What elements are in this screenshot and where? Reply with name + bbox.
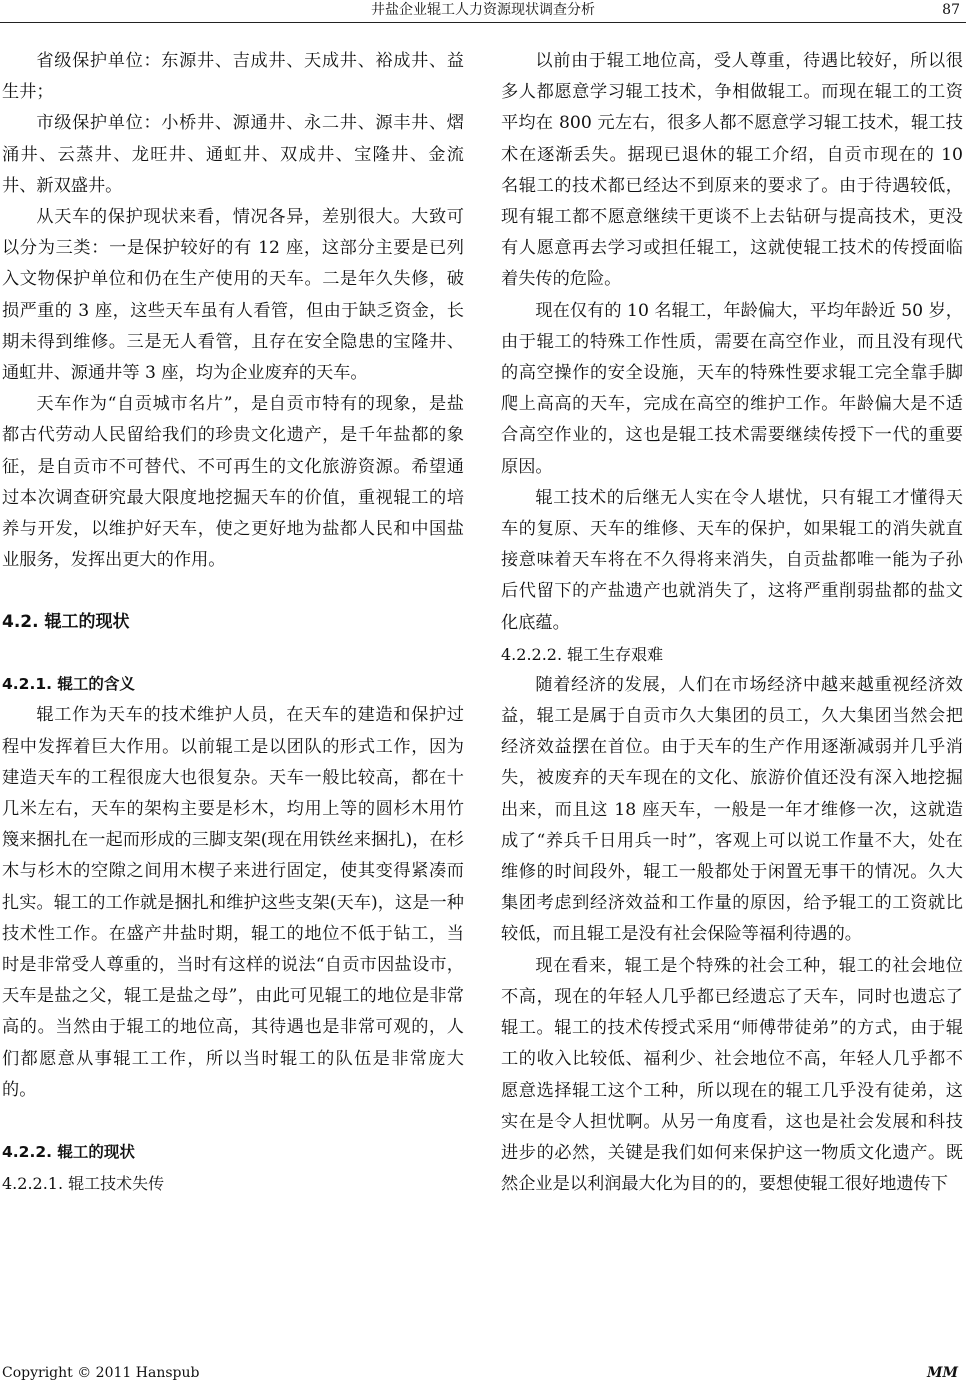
paragraph: 随着经济的发展，人们在市场经济中越来越重视经济效益，辊工是属于自贡市久大集团的员工，久大集团当然会把经济效益摆在首位。由于天车的生产作用逐渐减弱并几乎消失，被废弃的天车现在的文化、旅游价值还没有深入地挖掘出来，而且这 18 座天车，一般是一年才维修一次，这就造成了“养兵千日用兵一时”，客观上可以说工作量不大，处在维修的时间段外，辊工一般都处于闲置无事干的情况。久大集团考虑到经济效益和工作量的原因，给予辊工的工资就比较低，而且辊工是没有社会保险等福利待遇的。 (501, 674, 963, 945)
paragraph: 市级保护单位：小桥井、源通井、永二井、源丰井、熠涌井、云蒸井、龙旺井、通虹井、双成井、宝隆井、金流井、新双盛井。 (2, 113, 464, 196)
paragraph: 天车作为“自贡城市名片”，是自贡市特有的现象，是盐都古代劳动人民留给我们的珍贵文化遗产，是千年盐都的象征，是自贡市不可替代、不可再生的文化旅游资源。希望通过本次调查研究最大限度地挖掘天车的价值，重视辊工的培养与开发，以维护好天车，使之更好地为盐都人民和中国盐业服务，发挥出更大的作用。 (2, 394, 464, 571)
page-number: 87 (942, 2, 960, 18)
subsubsection-heading: 4.2.2.1. 辊工技术失传 (2, 1174, 165, 1194)
subsubsection-heading: 4.2.2.2. 辊工生存艰难 (501, 644, 664, 664)
left-column (2, 46, 464, 1199)
running-title: 井盐企业辊工人力资源现状调查分析 (371, 2, 595, 18)
paragraph: 辊工作为天车的技术维护人员，在天车的建造和保护过程中发挥着巨大作用。以前辊工是以团队的形式工作，因为建造天车的工程很庞大也很复杂。天车一般比较高，都在十几米左右，天车的架构主要是杉木，均用上等的圆杉木用竹篾来捆扎在一起而形成的三脚支架(现在用铁丝来捆扎)，在杉木与杉木的空隙之间用木楔子来进行固定，使其变得紧凑而扎实。辊工的工作就是捆扎和维护这些支架(天车)，这是一种技术性工作。在盛产井盐时期，辊工的地位不低于钻工，当时是非常受人尊重的，当时有这样的说法“自贡市因盐设市，天车是盐之父，辊工是盐之母”，由此可见辊工的地位是非常高的。当然由于辊工的地位高，其待遇也是非常可观的，人们都愿意从事辊工工作，所以当时辊工的队伍是非常庞大的。 (2, 705, 464, 1100)
subsection-heading: 4.2.1. 辊工的含义 (2, 675, 135, 694)
paragraph: 现在看来，辊工是个特殊的社会工种，辊工的社会地位不高，现在的年轻人几乎都已经遗忘了天车，同时也遗忘了辊工。辊工的技术传授式采用“师傅带徒弟”的方式，由于辊工的收入比较低、福利少、社会地位不高，年轻人几乎都不愿意选择辊工这个工种，所以现在的辊工几乎没有徒弟，这实在是令人担忧啊。从另一角度看，这也是社会发展和科技进步的必然，关键是我们如何来保护这一物质文化遗产。既然企业是以利润最大化为目的的，要想使辊工很好地遗传下 (501, 955, 963, 1195)
page-header (0, 0, 966, 23)
copyright-notice: Copyright © 2011 Hanspub (2, 1365, 200, 1381)
section-heading: 4.2. 辊工的现状 (2, 612, 130, 633)
right-column (501, 46, 963, 1200)
paragraph: 辊工技术的后继无人实在令人堪忧，只有辊工才懂得天车的复原、天车的维修、天车的保护，如果辊工的消失就直接意味着天车将在不久得将来消失，自贡盐都唯一能为子孙后代留下的产盐遗产也就消失了，这将严重削弱盐都的盐文化底蕴。 (501, 487, 963, 633)
paragraph: 省级保护单位：东源井、吉成井、天成井、裕成井、益生井； (2, 51, 464, 103)
paragraph: 以前由于辊工地位高，受人尊重，待遇比较好，所以很多人都愿意学习辊工技术，争相做辊工。而现在辊工的工资平均在 800 元左右，很多人都不愿意学习辊工技术，辊工技术在逐渐丢失。据现已退休的辊工介绍，自贡市现在的 10 名辊工的技术都已经达不到原来的要求了。由于待遇较低，现有辊工都不愿意继续干更谈不上去钻研与提高技术，更没有人愿意再去学习或担任辊工，这就使辊工技术的传授面临着失传的危险。 (501, 51, 963, 290)
journal-abbrev: MM (927, 1365, 958, 1381)
subsection-heading: 4.2.2. 辊工的现状 (2, 1143, 135, 1162)
paragraph: 现在仅有的 10 名辊工，年龄偏大，平均年龄近 50 岁，由于辊工的特殊工作性质，需要在高空作业，而且没有现代的高空操作的安全设施，天车的特殊性要求辊工完全靠手脚爬上高高的天车，完成在高空的维护工作。年龄偏大是不适合高空作业的，这也是辊工技术需要继续传授下一代的重要原因。 (501, 300, 963, 477)
paragraph: 从天车的保护现状来看，情况各异，差别很大。大致可以分为三类：一是保护较好的有 12 座，这部分主要是已列入文物保护单位和仍在生产使用的天车。二是年久失修，破损严重的 3 座，这些天车虽有人看管，但由于缺乏资金，长期未得到维修。三是无人看管，且存在安全隐患的宝隆井、通虹井、源通井等 3 座，均为企业废弃的天车。 (2, 207, 464, 384)
